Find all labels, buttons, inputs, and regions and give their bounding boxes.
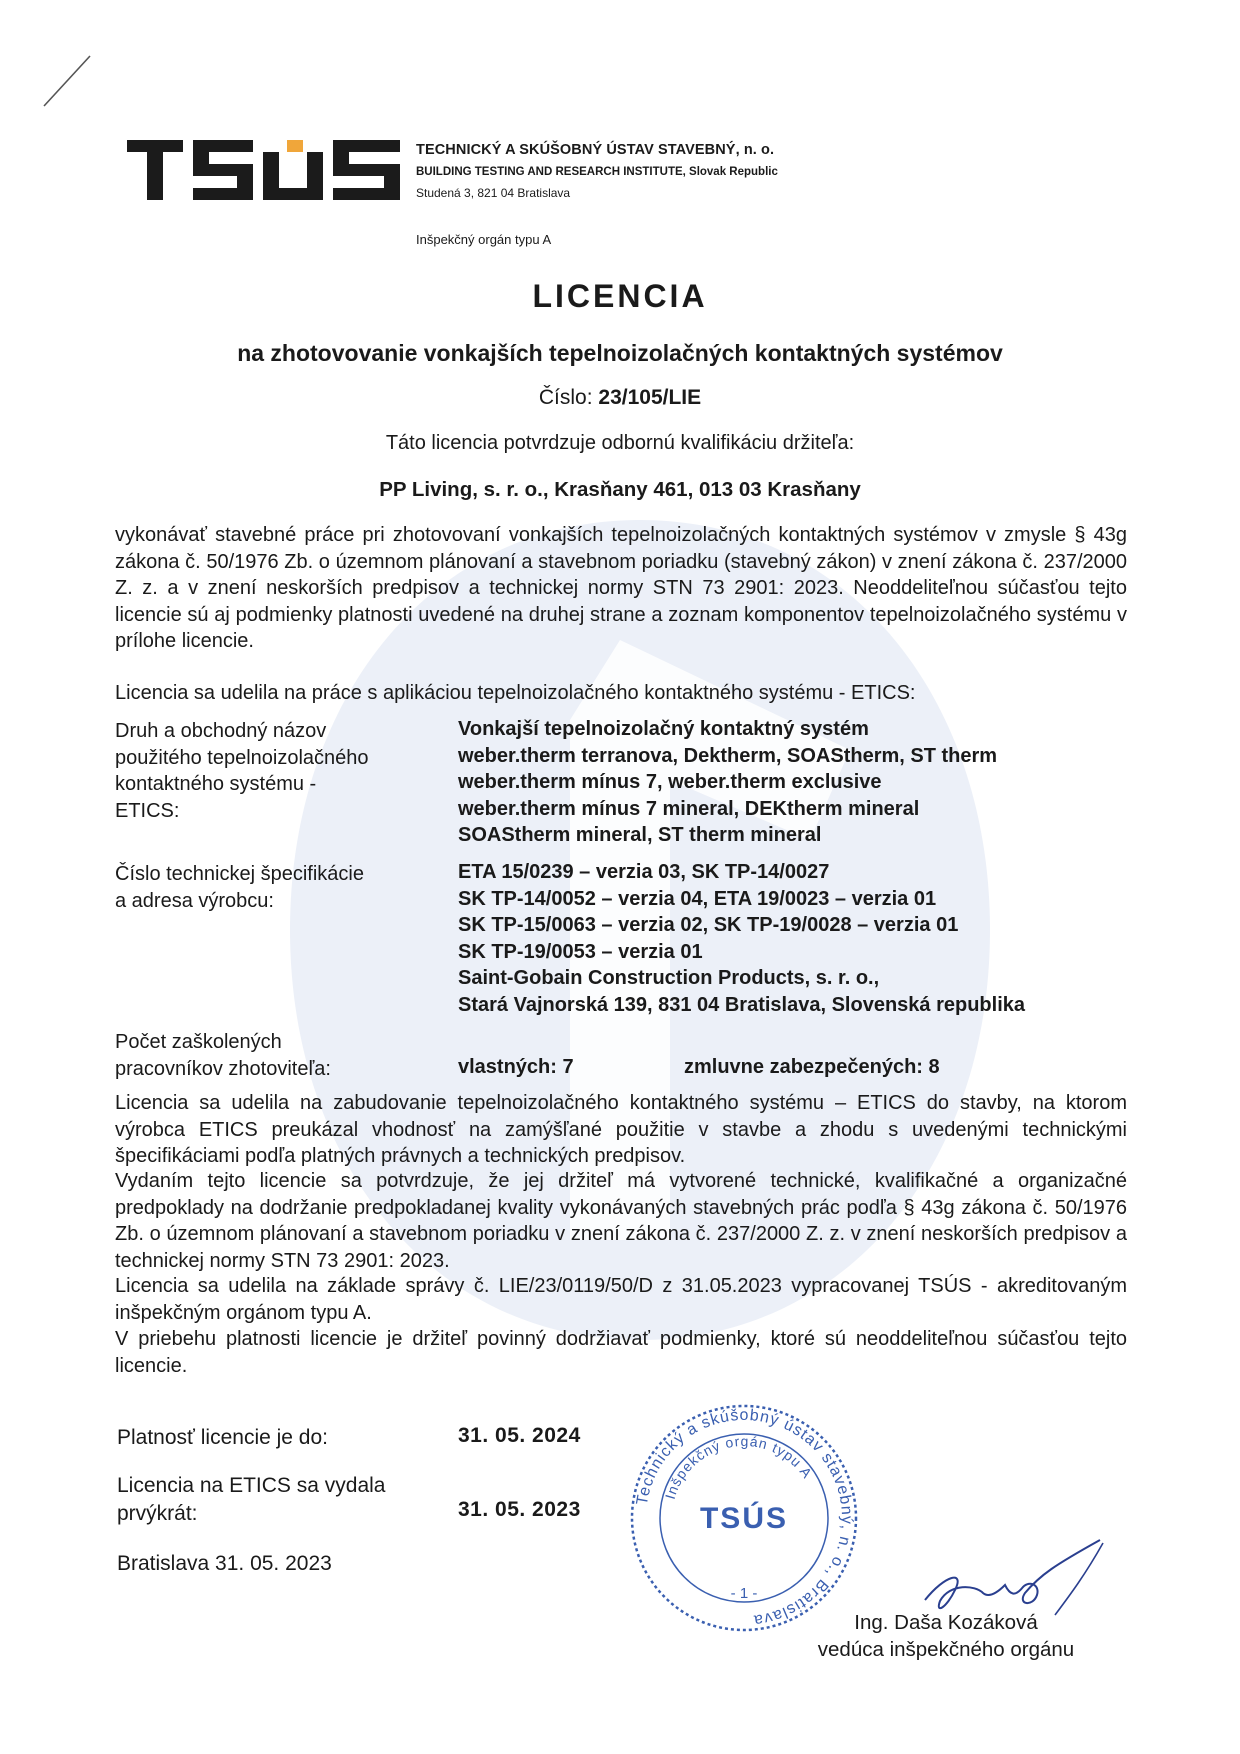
spec-value [458,859,1025,1018]
workers-own: vlastných: 7 [458,1056,574,1078]
stamp-number: - 1 - [730,1585,758,1602]
workers-label [115,1029,331,1082]
logo-letter-s2 [333,140,400,200]
system-label-line: kontaktného systému - [115,773,317,795]
license-holder: PP Living, s. r. o., Krasňany 461, 013 03 Krasňany [379,478,861,501]
spec-value-line: SK TP-19/0053 – verzia 01 [458,940,703,963]
system-value [458,716,997,849]
system-value-line: weber.therm mínus 7, weber.therm exclusive [458,771,882,793]
validity-date: 31. 05. 2024 [458,1424,581,1447]
document-title: LICENCIA [532,278,708,314]
system-value-line: SOAStherm mineral, ST therm mineral [458,824,822,846]
signer-role: vedúca inšpekčného orgánu [817,1638,1075,1661]
paragraph-installation: Licencia sa udelila na zabudovanie tepelnoizolačného kontaktného systému – ETICS do stavby, na ktorom výrobca ETICS preukázal vhodnosť na zamýšľané použitie v stavbe a zhodu s uvedenými technickými špecifikáciami podľa platných právnych a technických predpisov. [115,1092,1127,1167]
signer-block [796,1609,1096,1663]
tsus-logo [127,140,400,200]
system-value-line: weber.therm terranova, Dektherm, SOAStherm, ST therm [458,744,998,767]
validity-label: Platnosť licencie je do: [117,1426,328,1449]
license-number-value: 23/105/LIE [598,386,702,409]
pen-mark [38,52,98,112]
logo-letter-s1 [193,140,253,200]
spec-value-line: Saint-Gobain Construction Products, s. r. o., [458,967,880,989]
system-value-line: weber.therm mínus 7 mineral, DEKtherm mineral [458,797,920,820]
spec-value-line: SK TP-14/0052 – verzia 04, ETA 19/0023 – verzia 01 [458,887,937,910]
stamp-inner-text: Inšpekčný orgán typu A [661,1432,816,1502]
system-label-line: Druh a obchodný názov [115,720,327,742]
spec-value-line: ETA 15/0239 – verzia 03, SK TP-14/0027 [458,861,830,883]
system-value-line: Vonkajší tepelnoizolačný kontaktný systém [458,718,869,740]
workers-label-line: pracovníkov zhotoviteľa: [115,1057,331,1080]
spec-label [115,861,364,914]
logo-letter-u [263,140,323,200]
inspection-organ-type: Inšpekčný orgán typu A [416,232,552,247]
first-issue-label-line: prvýkrát: [117,1502,198,1525]
system-label [115,718,369,824]
signer-name: Ing. Daša Kozáková [854,1611,1038,1634]
first-issue-label [117,1472,385,1528]
paragraph-etics: Licencia sa udelila na práce s aplikáciou tepelnoizolačného kontaktného systému - ETICS: [115,682,916,704]
logo-accent [287,140,303,152]
paragraph-scope: vykonávať stavebné práce pri zhotovovaní vonkajších tepelnoizolačných kontaktných systémov v zmysle § 43g zákona č. 50/1976 Zb. o územnom plánovaní a stavebnom poriadku (stavebný zákon) v znení zákona č. 237/2000 Z. z. a v znení neskorších predpisov a technickej normy STN 73 2901: 2023. Neoddeliteľnou súčasťou tejto licencie sú aj podmienky platnosti uvedené na druhej strane a zoznam komponentov tepelnoizolačného systému v prílohe licencie. [115,524,1127,652]
license-number [0,386,1240,410]
spec-label-line: Číslo technickej špecifikácie [115,863,364,885]
spec-value-line: SK TP-15/0063 – verzia 02, SK TP-19/0028 – verzia 01 [458,914,959,936]
stamp-logo-text: TSÚS [699,1502,789,1535]
place-date: Bratislava 31. 05. 2023 [117,1552,332,1575]
institute-name-en: BUILDING TESTING AND RESEARCH INSTITUTE, Slovak Republic [416,166,778,178]
system-label-line: ETICS: [115,799,180,822]
document-subtitle: na zhotovovanie vonkajších tepelnoizolačných kontaktných systémov [237,340,1003,366]
paragraph-obligations: V priebehu platnosti licencie je držiteľ povinný dodržiavať podmienky, ktoré sú neoddeliteľnou súčasťou tejto licencie. [115,1328,1127,1377]
paragraph-issuance: Vydaním tejto licencie sa potvrdzuje, že jej držiteľ má vytvorené technické, kvalifikačné a organizačné predpoklady na dodržanie predpokladanej kvality vykonávaných stavebných prác podľa § 43g zákona č. 50/1976 Zb. o územnom plánovaní a stavebnom poriadku v znení zákona č. 237/2000 Z. z. v znení neskorších predpisov a technickej normy STN 73 2901: 2023. [115,1170,1127,1272]
workers-contracted: zmluvne zabezpečených: 8 [684,1056,940,1078]
workers-label-line: Počet zaškolených [115,1031,282,1053]
first-issue-date: 31. 05. 2023 [458,1498,581,1521]
logo-letter-t [127,140,183,200]
spec-label-line: a adresa výrobcu: [115,889,274,912]
license-number-label: Číslo: [538,386,593,409]
confirm-text: Táto licencia potvrdzuje odbornú kvalifikáciu držiteľa: [385,432,855,454]
spec-value-line: Stará Vajnorská 139, 831 04 Bratislava, Slovenská republika [458,993,1026,1016]
official-stamp [628,1402,860,1634]
institute-name-sk: TECHNICKÝ A SKÚŠOBNÝ ÚSTAV STAVEBNÝ, n. o. [416,142,775,158]
system-label-line: použitého tepelnoizolačného [115,746,369,769]
stamp-outer-text: Technický a skúšobný ústav stavebný, n. o., Bratislava [633,1406,856,1629]
paragraph-report: Licencia sa udelila na základe správy č. LIE/23/0119/50/D z 31.05.2023 vypracovanej TSÚS - akreditovaným inšpekčným orgánom typu A. [115,1275,1127,1324]
first-issue-label-line: Licencia na ETICS sa vydala [117,1474,386,1497]
institute-address: Studená 3, 821 04 Bratislava [416,186,571,200]
